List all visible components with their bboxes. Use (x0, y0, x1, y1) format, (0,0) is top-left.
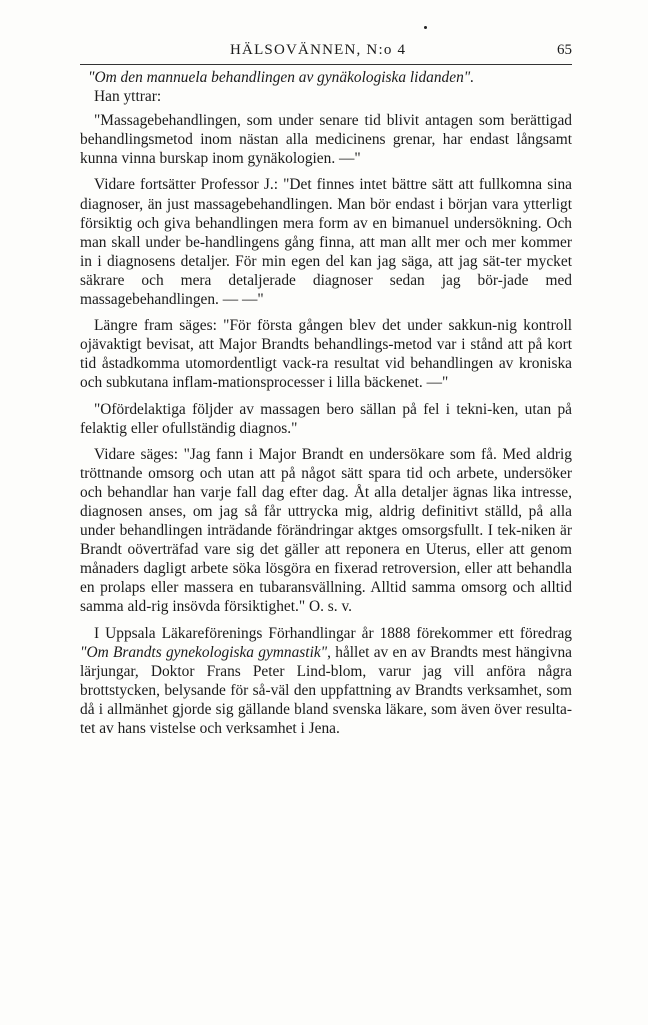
print-speck (424, 26, 427, 29)
paragraph-han-yttrar: Han yttrar: (94, 88, 162, 106)
journal-title: HÄLSOVÄNNEN, N:o 4 (230, 42, 407, 58)
paragraph-uppsala-start: I Uppsala Läkareförenings Förhandlingar år 1888 förekommer ett föredrag (94, 624, 572, 642)
paragraph-lecture-title: "Om den mannuela behandlingen av gynäkologiska lidanden". (88, 69, 475, 86)
paragraph-ofordelaktiga: "Ofördelaktiga följder av massagen bero sällan på fel i tekni-ken, utan på felaktig eller ofullständig diagnos." (80, 400, 572, 437)
body-text (80, 68, 572, 745)
paragraph-vidare-sages: Vidare säges: "Jag fann i Major Brandt en undersökare som få. Med aldrig tröttnande omsorg och utan att på något sätt spara tid och arbete, undersöker och behandlar han varje fall dag efter dag. Åt alla detaljer ägnas lika intresse, diagnosen anses, om jag så får uttrycka mig, aldrig definitivt ställd, på alla under behandlingen inträdande förändringar aktges omsorgsfullt. I tek-niken är Brandt oöverträfad vare sig det gäller att reponera en Uterus, eller att genom månaders dagligt arbete söka lösgöra en fixerad retroversion, eller att behandla en prolaps eller massera en tubaransvällning. Alltid samma omsorg och alltid samma ald-rig insövda försiktighet." O. s. v. (80, 445, 572, 616)
running-header (80, 40, 572, 65)
paragraph-massagebehandlingen: "Massagebehandlingen, som under senare tid blivit antagen som berättigad behandlingsmetod inom nästan alla medicinens grenar, har endast långsamt kunna vinna burskap inom gynäkologien. —" (80, 112, 572, 168)
paragraph-uppsala-end: , hållet av en av Brandts mest hängivna lärjungar, Doktor Frans Peter Lind-blom, varur jag vill anföra några brottstycken, belysande för så-väl den uppfattning av Brandts verksamhet, som då i allmänhet gjorde sig gällande bland svenska läkare, som även över resulta-tet av hans vistelse och verksamhet i Jena. (80, 643, 572, 737)
page-number: 65 (557, 42, 572, 58)
paragraph-langre-fram: Längre fram säges: "För första gången blev det under sakkun-nig kontroll ojävaktigt bevisat, att Major Brandts behandlings-metod var i stånd att på kort tid åstadkomma utomordentligt vack-ra resultat vid behandlingen av kroniska och subkutana inflam-mationsprocesser i lilla bäckenet. —" (80, 317, 572, 392)
paragraph-professor-j: Vidare fortsätter Professor J.: "Det finnes intet bättre sätt att fullkomna sina diagnoser, än just massagebehandlingen. Man bör endast i början vara ytterligt försiktig och giva behandlingen mera form av en bimanuel undersökning. Och man skall under be-handlingens gång finna, att man allt mer och mer kommer in i diagnosens detaljer. För min egen del kan jag säga, att jag sät-ter mycket säkrare och mera detaljerade diagnoser sedan jag bör-jade med massagebehandlingen. — —" (80, 176, 572, 309)
paragraph-uppsala (80, 624, 572, 739)
lecture-title-italic: "Om Brandts gynekologiska gymnastik" (80, 643, 328, 661)
